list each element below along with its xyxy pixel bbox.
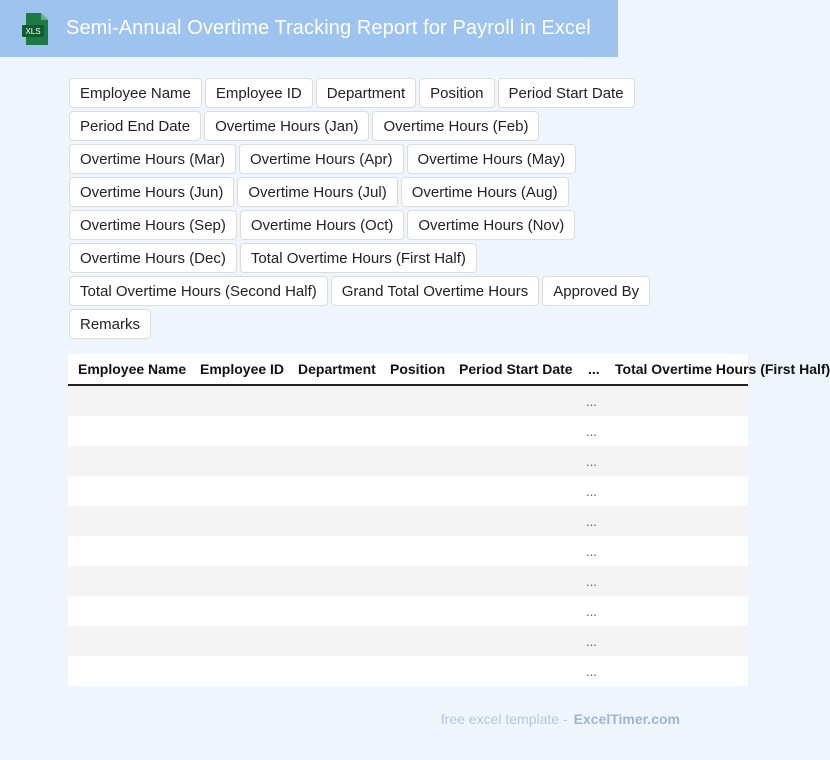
table-cell[interactable]	[380, 416, 449, 446]
table-cell[interactable]	[449, 416, 578, 446]
table-row	[68, 596, 748, 626]
template-table-preview[interactable]	[68, 354, 830, 686]
table-cell[interactable]	[288, 476, 380, 506]
table-cell[interactable]	[190, 416, 288, 446]
page-title: Semi-Annual Overtime Tracking Report for Payroll in Excel	[66, 17, 591, 39]
field-tag: Employee Name	[69, 78, 202, 108]
table-cell[interactable]	[190, 476, 288, 506]
table-cell[interactable]: ...	[578, 566, 605, 596]
field-tag: Overtime Hours (Mar)	[69, 144, 236, 174]
table-cell[interactable]	[380, 626, 449, 656]
table-cell[interactable]	[288, 446, 380, 476]
field-tag: Overtime Hours (Jan)	[204, 111, 369, 141]
field-tag: Period End Date	[69, 111, 201, 141]
table-body	[68, 385, 748, 686]
table-cell[interactable]	[288, 566, 380, 596]
field-tag: Grand Total Overtime Hours	[331, 276, 539, 306]
table-cell[interactable]: ...	[578, 596, 605, 626]
template-table	[68, 354, 830, 686]
table-cell[interactable]	[605, 416, 748, 446]
table-row	[68, 536, 748, 566]
table-cell[interactable]	[68, 476, 190, 506]
field-tag: Overtime Hours (Apr)	[239, 144, 404, 174]
table-row	[68, 476, 748, 506]
field-tag: Overtime Hours (Feb)	[372, 111, 539, 141]
table-cell[interactable]	[449, 596, 578, 626]
column-header: Employee ID	[190, 354, 288, 385]
table-cell[interactable]	[288, 596, 380, 626]
column-header: ...	[578, 354, 605, 385]
table-header-row	[68, 354, 748, 385]
table-cell[interactable]	[68, 446, 190, 476]
table-cell[interactable]	[449, 446, 578, 476]
table-cell[interactable]	[380, 385, 449, 416]
column-header: Employee Name	[68, 354, 190, 385]
page-header	[0, 0, 618, 57]
table-cell[interactable]	[380, 536, 449, 566]
table-cell[interactable]	[605, 536, 748, 566]
table-cell[interactable]: ...	[578, 476, 605, 506]
table-cell[interactable]	[605, 476, 748, 506]
column-header: Position	[380, 354, 449, 385]
table-cell[interactable]	[190, 566, 288, 596]
table-cell[interactable]	[190, 506, 288, 536]
table-cell[interactable]: ...	[578, 506, 605, 536]
table-cell[interactable]	[605, 596, 748, 626]
field-tag: Overtime Hours (Nov)	[407, 210, 575, 240]
table-cell[interactable]	[288, 385, 380, 416]
table-cell[interactable]	[68, 626, 190, 656]
table-cell[interactable]	[68, 385, 190, 416]
table-row	[68, 566, 748, 596]
table-cell[interactable]	[288, 536, 380, 566]
table-cell[interactable]	[449, 476, 578, 506]
table-row	[68, 506, 748, 536]
field-tag: Overtime Hours (Jun)	[69, 177, 234, 207]
table-cell[interactable]	[68, 596, 190, 626]
field-tag: Total Overtime Hours (Second Half)	[69, 276, 328, 306]
table-cell[interactable]: ...	[578, 656, 605, 686]
field-tag: Overtime Hours (Aug)	[401, 177, 569, 207]
field-tag: Position	[419, 78, 494, 108]
table-cell[interactable]	[288, 626, 380, 656]
table-row	[68, 385, 748, 416]
table-cell[interactable]	[68, 536, 190, 566]
field-tag: Overtime Hours (Jul)	[237, 177, 397, 207]
column-header: Department	[288, 354, 380, 385]
table-row	[68, 416, 748, 446]
table-cell[interactable]	[449, 536, 578, 566]
table-cell[interactable]	[380, 446, 449, 476]
table-cell[interactable]: ...	[578, 416, 605, 446]
table-cell[interactable]	[449, 506, 578, 536]
table-cell[interactable]	[190, 596, 288, 626]
table-cell[interactable]	[190, 656, 288, 686]
field-tag: Department	[316, 78, 416, 108]
table-cell[interactable]	[449, 385, 578, 416]
table-cell[interactable]: ...	[578, 536, 605, 566]
table-cell[interactable]	[605, 656, 748, 686]
table-cell[interactable]	[288, 656, 380, 686]
field-tag: Overtime Hours (Sep)	[69, 210, 237, 240]
field-tag: Overtime Hours (Oct)	[240, 210, 405, 240]
field-tag-list	[69, 78, 659, 339]
field-tag: Period Start Date	[498, 78, 635, 108]
table-cell[interactable]: ...	[578, 446, 605, 476]
field-tag: Overtime Hours (May)	[407, 144, 577, 174]
table-cell[interactable]	[68, 566, 190, 596]
table-cell[interactable]	[605, 506, 748, 536]
table-cell[interactable]: ...	[578, 385, 605, 416]
table-row	[68, 626, 748, 656]
field-tag: Total Overtime Hours (First Half)	[240, 243, 477, 273]
xls-icon-label: XLS	[25, 26, 41, 36]
table-cell[interactable]	[380, 506, 449, 536]
table-row	[68, 656, 748, 686]
table-cell[interactable]	[380, 656, 449, 686]
table-cell[interactable]	[288, 416, 380, 446]
footer	[441, 711, 680, 727]
table-cell[interactable]	[68, 656, 190, 686]
table-cell[interactable]	[190, 446, 288, 476]
table-cell[interactable]	[449, 626, 578, 656]
table-cell[interactable]	[190, 385, 288, 416]
xls-file-icon	[22, 13, 52, 45]
field-tag: Approved By	[542, 276, 650, 306]
table-row	[68, 446, 748, 476]
column-header: Total Overtime Hours (First Half)	[605, 354, 748, 385]
table-cell[interactable]	[605, 626, 748, 656]
footer-brand-link[interactable]: ExcelTimer.com	[573, 711, 680, 727]
table-cell[interactable]	[190, 626, 288, 656]
field-tag: Employee ID	[205, 78, 313, 108]
table-cell[interactable]	[380, 596, 449, 626]
table-cell[interactable]	[288, 506, 380, 536]
field-tag: Overtime Hours (Dec)	[69, 243, 237, 273]
footer-prefix: free excel template -	[440, 711, 568, 727]
field-tag: Remarks	[69, 309, 151, 339]
table-cell[interactable]	[380, 476, 449, 506]
table-cell[interactable]	[190, 536, 288, 566]
table-cell[interactable]	[380, 566, 449, 596]
table-cell[interactable]	[605, 446, 748, 476]
column-header: Period Start Date	[449, 354, 578, 385]
table-cell[interactable]	[605, 385, 748, 416]
table-cell[interactable]	[449, 656, 578, 686]
table-cell[interactable]: ...	[578, 626, 605, 656]
table-cell[interactable]	[68, 506, 190, 536]
table-cell[interactable]	[449, 566, 578, 596]
table-cell[interactable]	[605, 566, 748, 596]
table-cell[interactable]	[68, 416, 190, 446]
